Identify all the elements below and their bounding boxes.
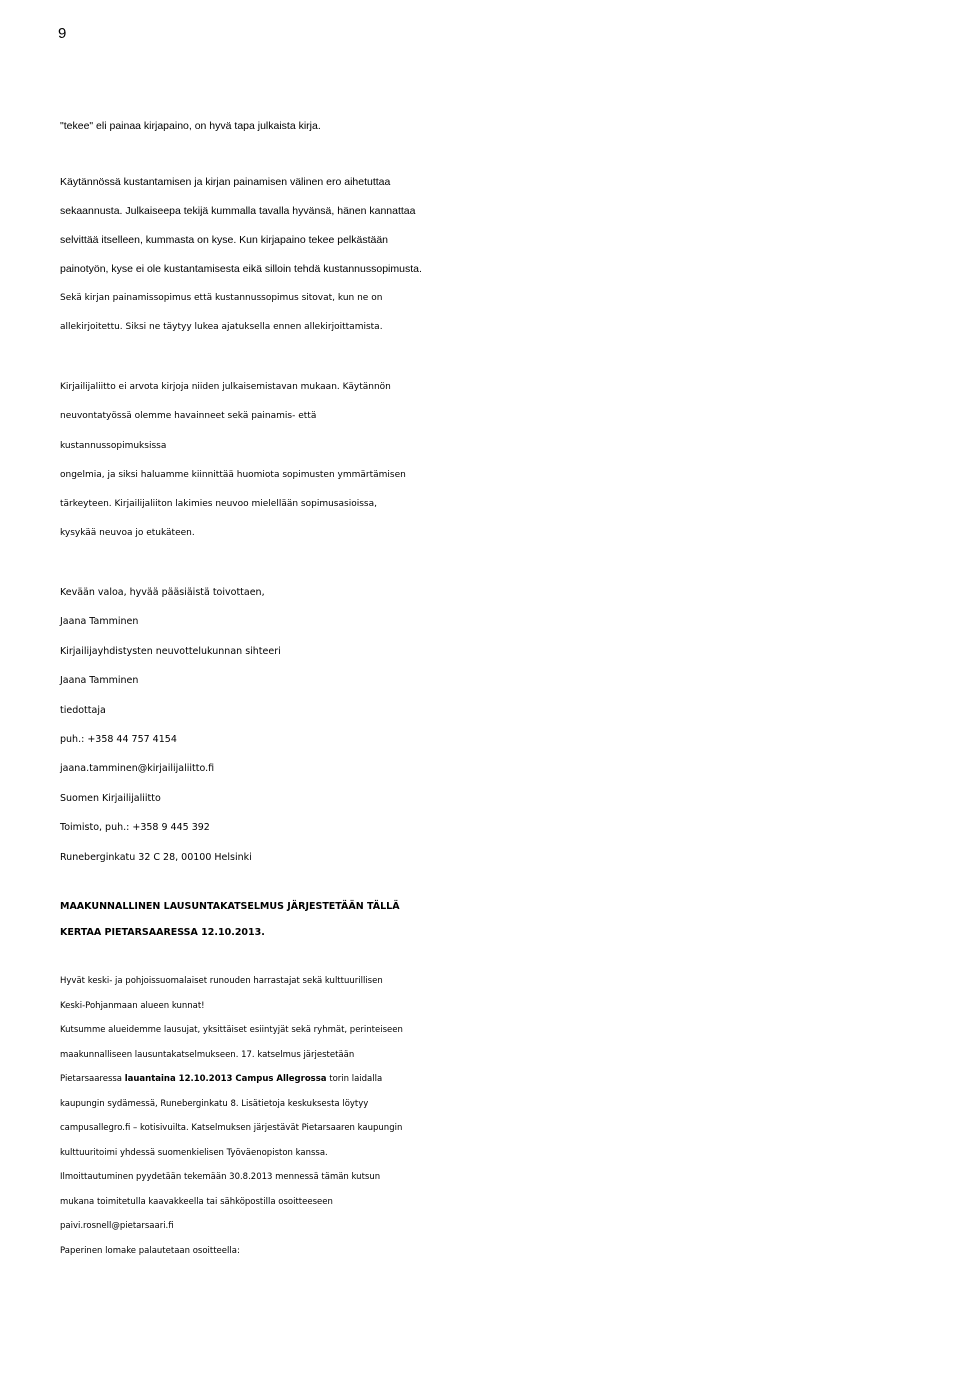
paragraph-line: kysykää neuvoa jo etukäteen.: [60, 528, 195, 539]
office-phone: Toimisto, puh.: +358 9 445 392: [60, 822, 210, 834]
organization-name: Suomen Kirjailijaliitto: [60, 792, 161, 804]
paragraph-line: neuvontatyössä olemme havainneet sekä painamis- että: [60, 411, 317, 422]
publishing-paragraph: [60, 168, 920, 342]
paragraph-line: "tekee" eli painaa kirjapaino, on hyvä tapa julkaista kirja.: [60, 120, 321, 132]
advice-paragraph: [60, 373, 920, 549]
paragraph-line: tärkeyteen. Kirjailijaliiton lakimies neuvoo mielellään sopimusasioissa,: [60, 499, 377, 510]
paragraph-line: kulttuuritoimi yhdessä suomenkielisen Työväenopiston kanssa.: [60, 1147, 328, 1158]
contact-email: jaana.tamminen@kirjailijaliitto.fi: [60, 763, 215, 775]
paragraph-line: selvittää itselleen, kummasta on kyse. Kun kirjapaino tekee pelkästään: [60, 234, 389, 246]
closing-greeting: Kevään valoa, hyvää pääsiäistä toivottaen,: [60, 587, 265, 598]
paragraph-line: allekirjoitettu. Siksi ne täytyy lukea ajatuksella ennen allekirjoittamista.: [60, 322, 383, 332]
line-text: torin laidalla: [326, 1074, 383, 1084]
announcement-paragraph: [60, 969, 920, 1263]
heading-line: KERTAA PIETARSAARESSA 12.10.2013.: [60, 927, 265, 938]
paragraph-line: maakunnalliseen lausuntakatselmukseen. 17. katselmus järjestetään: [60, 1049, 355, 1060]
intro-paragraph: [60, 112, 920, 141]
paragraph-line: ongelmia, ja siksi haluamme kiinnittää huomiota sopimusten ymmärtämisen: [60, 469, 406, 480]
paragraph-line: Keski-Pohjanmaan alueen kunnat!: [60, 1000, 205, 1011]
paragraph-line: Kirjailijaliitto ei arvota kirjoja niiden julkaisemistavan mukaan. Käytännön: [60, 382, 391, 392]
paragraph-line: sekaannusta. Julkaiseepa tekijä kummalla tavalla hyvänsä, hänen kannattaa: [60, 205, 416, 217]
section-heading: [60, 894, 920, 946]
line-text: Pietarsaaressa: [60, 1074, 125, 1084]
paragraph-line: Hyvät keski- ja pohjoissuomalaiset runouden harrastajat sekä kulttuurillisen: [60, 976, 383, 986]
contact-title: tiedottaja: [60, 704, 106, 716]
paragraph-line: Ilmoittautuminen pyydetään tekemään 30.8.2013 mennessä tämän kutsun: [60, 1172, 381, 1182]
contact-phone: puh.: +358 44 757 4154: [60, 734, 177, 746]
paragraph-line: painotyön, kyse ei ole kustantamisesta eikä silloin tehdä kustannussopimusta.: [60, 263, 422, 275]
signature-block: [60, 578, 920, 872]
signer-name: Jaana Tamminen: [60, 616, 139, 628]
paragraph-line: Sekä kirjan painamissopimus että kustannussopimus sitovat, kun ne on: [60, 293, 383, 303]
paragraph-line: campusallegro.fi – kotisivuilta. Katselmuksen järjestävät Pietarsaaren kaupungin: [60, 1123, 403, 1133]
contact-name: Jaana Tamminen: [60, 675, 139, 687]
paragraph-line: [60, 1067, 920, 1092]
paragraph-line: Paperinen lomake palautetaan osoitteella:: [60, 1245, 240, 1256]
office-address: Runeberginkatu 32 C 28, 00100 Helsinki: [60, 851, 252, 863]
heading-line: MAAKUNNALLINEN LAUSUNTAKATSELMUS JÄRJESTETÄÄN TÄLLÄ: [60, 901, 400, 912]
paragraph-line: kustannussopimuksissa: [60, 440, 167, 451]
event-date-venue: lauantaina 12.10.2013 Campus Allegrossa: [124, 1074, 327, 1084]
registration-email: paivi.rosnell@pietarsaari.fi: [60, 1221, 174, 1231]
paragraph-line: Kutsumme alueidemme lausujat, yksittäiset esiintyjät sekä ryhmät, perinteiseen: [60, 1025, 403, 1035]
paragraph-line: mukana toimitetulla kaavakkeella tai sähköpostilla osoitteeseen: [60, 1196, 333, 1207]
signer-title: Kirjailijayhdistysten neuvottelukunnan sihteeri: [60, 645, 281, 657]
paragraph-line: kaupungin sydämessä, Runeberginkatu 8. Lisätietoja keskuksesta löytyy: [60, 1098, 369, 1109]
paragraph-line: Käytännössä kustantamisen ja kirjan painamisen välinen ero aihetuttaa: [60, 176, 391, 188]
page-number: 9: [58, 25, 67, 42]
